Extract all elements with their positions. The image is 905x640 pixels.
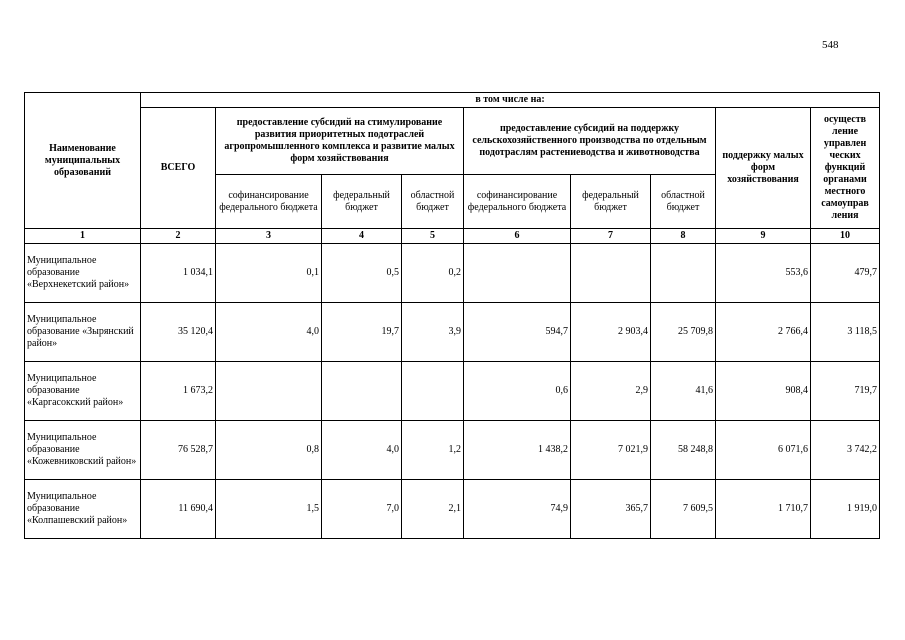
table-row [25,244,880,303]
header-total: ВСЕГО [141,108,216,229]
column-number: 4 [322,229,402,244]
column-number: 9 [716,229,811,244]
table-cell: 2,9 [571,362,651,421]
municipality-name: Муниципальное образование «Колпашевский район» [25,480,141,539]
table-cell: 11 690,4 [141,480,216,539]
subheader-cofin-2: софинансирование федерального бюджета [464,175,571,229]
subheader-federal-2: федеральный бюджет [571,175,651,229]
header-including: в том числе на: [141,93,880,108]
table-cell: 35 120,4 [141,303,216,362]
table-cell: 3 742,2 [811,421,880,480]
table-cell: 0,5 [322,244,402,303]
table-cell: 58 248,8 [651,421,716,480]
table-row [25,303,880,362]
table-cell: 1,2 [402,421,464,480]
header-name: Наименование муниципальных образований [25,93,141,229]
table-cell: 7,0 [322,480,402,539]
column-number: 1 [25,229,141,244]
table-cell [464,244,571,303]
column-number: 7 [571,229,651,244]
table-cell: 0,2 [402,244,464,303]
column-number: 6 [464,229,571,244]
table-cell: 1 710,7 [716,480,811,539]
table-cell: 1 919,0 [811,480,880,539]
table-cell: 2 903,4 [571,303,651,362]
table-cell: 1 673,2 [141,362,216,421]
column-number: 2 [141,229,216,244]
table-cell: 594,7 [464,303,571,362]
table-cell [216,362,322,421]
table-cell: 3,9 [402,303,464,362]
table-cell: 25 709,8 [651,303,716,362]
header-group1: предоставление субсидий на стимулирование развития приоритетных подотраслей агропромышленного комплекса и развитие малых форм хозяйствования [216,108,464,175]
table-cell: 719,7 [811,362,880,421]
table-cell [402,362,464,421]
table-cell [322,362,402,421]
column-number: 10 [811,229,880,244]
municipality-name: Муниципальное образование «Верхнекетский район» [25,244,141,303]
table-cell: 1 438,2 [464,421,571,480]
table-cell: 4,0 [322,421,402,480]
table-row [25,480,880,539]
table-cell: 0,1 [216,244,322,303]
column-number: 8 [651,229,716,244]
table-row [25,362,880,421]
header-group2: предоставление субсидий на поддержку сельскохозяйственного производства по отдельным подотраслям растениеводства и животноводства [464,108,716,175]
table-cell: 7 609,5 [651,480,716,539]
header-small-forms: поддержку малых форм хозяйствования [716,108,811,229]
subheader-federal-1: федеральный бюджет [322,175,402,229]
municipality-name: Муниципальное образование «Зырянский район» [25,303,141,362]
table-cell: 2,1 [402,480,464,539]
table-cell: 19,7 [322,303,402,362]
subheader-regional-1: областной бюджет [402,175,464,229]
municipality-name: Муниципальное образование «Каргасокский район» [25,362,141,421]
subheader-regional-2: областной бюджет [651,175,716,229]
table-cell: 4,0 [216,303,322,362]
table-cell: 6 071,6 [716,421,811,480]
table-cell: 3 118,5 [811,303,880,362]
table-cell: 1 034,1 [141,244,216,303]
header-local-gov: осуществ ление управлен ческих функций органами местного самоуправ ления [811,108,880,229]
table-cell: 1,5 [216,480,322,539]
table-cell: 76 528,7 [141,421,216,480]
table-cell: 0,6 [464,362,571,421]
table-cell: 479,7 [811,244,880,303]
table-cell: 41,6 [651,362,716,421]
municipality-name: Муниципальное образование «Кожевниковский район» [25,421,141,480]
column-number: 5 [402,229,464,244]
table-cell: 908,4 [716,362,811,421]
page-number: 548 [822,39,839,51]
table-cell: 2 766,4 [716,303,811,362]
table-cell: 365,7 [571,480,651,539]
subheader-cofin-1: софинансирование федерального бюджета [216,175,322,229]
column-number: 3 [216,229,322,244]
table-cell: 74,9 [464,480,571,539]
subsidy-table [24,92,880,539]
table-cell [571,244,651,303]
table-cell: 7 021,9 [571,421,651,480]
table-cell: 0,8 [216,421,322,480]
table-row [25,421,880,480]
table-cell [651,244,716,303]
table-cell: 553,6 [716,244,811,303]
